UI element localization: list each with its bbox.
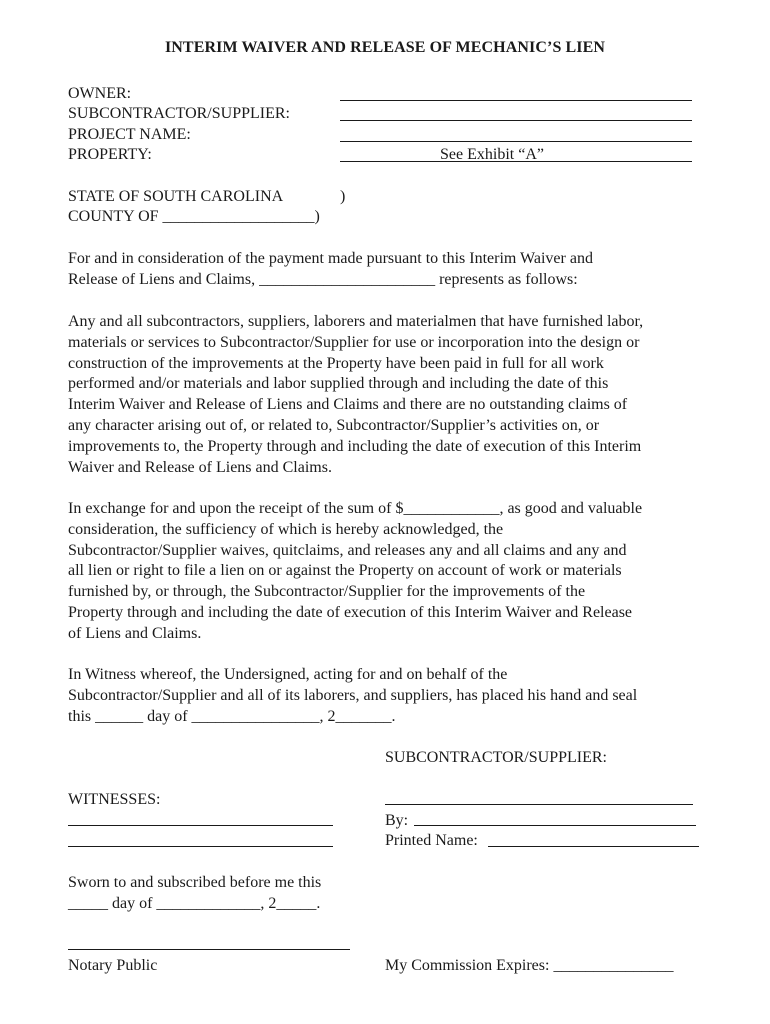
project-name-line bbox=[340, 141, 692, 142]
paragraph-line: improvements to, the Property through and including the date of execution of this Interim bbox=[68, 437, 642, 455]
witnesses-label: WITNESSES: bbox=[68, 791, 161, 808]
consideration-paragraph bbox=[68, 249, 708, 291]
paragraph-line: construction of the improvements at the Property have been paid in full for all work bbox=[68, 354, 604, 372]
paragraph-line: all lien or right to file a lien on or against the Property on account of work or materials bbox=[68, 562, 622, 580]
owner-line bbox=[340, 100, 692, 101]
witness-signature-line-1 bbox=[68, 825, 333, 826]
payment-statement-paragraph bbox=[68, 312, 708, 478]
by-label: By: bbox=[385, 812, 409, 829]
paragraph-line: For and in consideration of the payment made pursuant to this Interim Waiver and bbox=[68, 250, 593, 267]
printed-name-line bbox=[488, 846, 699, 847]
paragraph-line: of Liens and Claims. bbox=[68, 624, 202, 642]
notary-signature-line bbox=[68, 949, 350, 950]
paragraph-line: performed and/or materials and labor supplied through and including the date of this bbox=[68, 375, 609, 393]
paragraph-line: Property through and including the date of execution of this Interim Waiver and Release bbox=[68, 603, 633, 621]
paragraph-line: Interim Waiver and Release of Liens and Claims and there are no outstanding claims of bbox=[68, 396, 628, 414]
paragraph-line: materials or services to Subcontractor/Supplier for use or incorporation into the design or bbox=[68, 333, 640, 351]
project-name-row bbox=[68, 125, 698, 146]
paragraph-line: In exchange for and upon the receipt of the sum of $____________, as good and valuable bbox=[68, 500, 643, 517]
paragraph-line: furnished by, or through, the Subcontractor/Supplier for the improvements of the bbox=[68, 583, 586, 601]
project-name-label: PROJECT NAME: bbox=[68, 126, 191, 143]
subcontractor-row bbox=[68, 104, 698, 125]
subcontractor-signature-line bbox=[385, 804, 693, 805]
owner-row bbox=[68, 84, 698, 105]
property-row bbox=[68, 145, 698, 166]
paragraph-line: Subcontractor/Supplier and all of its laborers, and suppliers, has placed his hand and seal bbox=[68, 686, 638, 704]
by-signature-line bbox=[414, 825, 696, 826]
sworn-statement-line-2: _____ day of _____________, 2_____. bbox=[68, 895, 321, 912]
paragraph-line: Subcontractor/Supplier waives, quitclaims, and releases any and all claims and any and bbox=[68, 541, 627, 559]
property-label: PROPERTY: bbox=[68, 146, 152, 163]
subcontractor-line bbox=[340, 120, 692, 121]
document-title: INTERIM WAIVER AND RELEASE OF MECHANIC’S LIEN bbox=[164, 39, 606, 56]
sworn-statement-line-1: Sworn to and subscribed before me this bbox=[68, 874, 322, 891]
property-value: See Exhibit “A” bbox=[440, 146, 544, 163]
notary-public-label: Notary Public bbox=[68, 957, 158, 974]
paragraph-line: consideration, the sufficiency of which is hereby acknowledged, the bbox=[68, 520, 504, 538]
paragraph-line: Any and all subcontractors, suppliers, laborers and materialmen that have furnished labor, bbox=[68, 313, 644, 330]
owner-label: OWNER: bbox=[68, 85, 132, 102]
witness-signature-line-2 bbox=[68, 846, 333, 847]
printed-name-label: Printed Name: bbox=[385, 832, 478, 849]
paragraph-line: Waiver and Release of Liens and Claims. bbox=[68, 458, 332, 476]
paragraph-line: this ______ day of ________________, 2_______. bbox=[68, 707, 396, 725]
paragraph-line: In Witness whereof, the Undersigned, acting for and on behalf of the bbox=[68, 666, 508, 683]
subcontractor-signature-heading: SUBCONTRACTOR/SUPPLIER: bbox=[385, 749, 607, 766]
subcontractor-label: SUBCONTRACTOR/SUPPLIER: bbox=[68, 105, 290, 122]
paragraph-line: any character arising out of, or related to, Subcontractor/Supplier’s activities on, or bbox=[68, 416, 600, 434]
property-line bbox=[340, 161, 692, 162]
county-line bbox=[68, 207, 320, 228]
state-paren: ) bbox=[340, 188, 346, 205]
witness-paragraph bbox=[68, 665, 708, 727]
state-label: STATE OF SOUTH CAROLINA bbox=[68, 188, 284, 205]
commission-expires-label: My Commission Expires: _______________ bbox=[385, 957, 674, 974]
county-label: COUNTY OF ___________________) bbox=[68, 208, 320, 225]
release-paragraph bbox=[68, 499, 708, 645]
paragraph-line: Release of Liens and Claims, ______________________ represents as follows: bbox=[68, 270, 578, 288]
state-line bbox=[68, 187, 346, 208]
